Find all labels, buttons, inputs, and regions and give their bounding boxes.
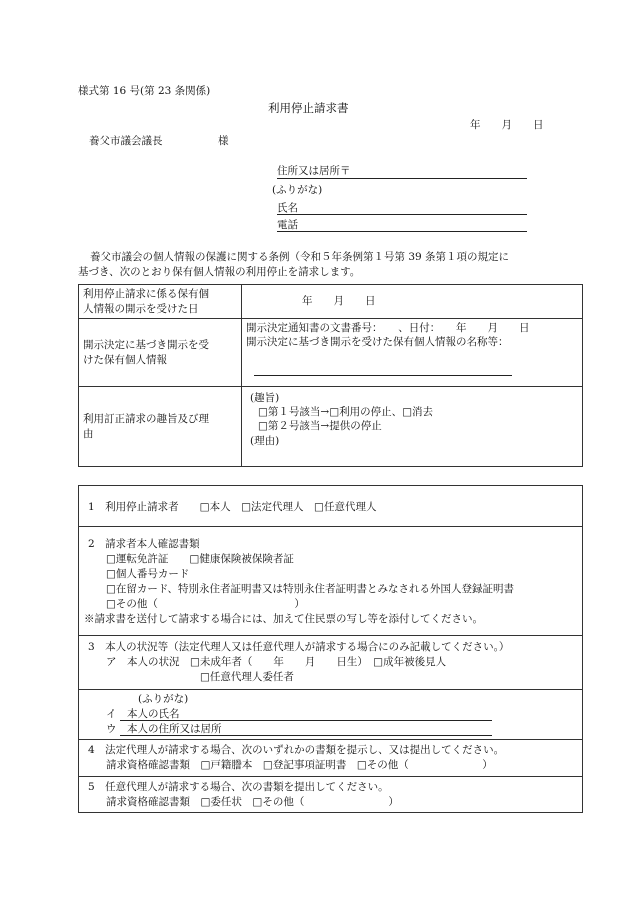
legal-rep-docs: 請求資格確認書類 □戸籍謄本 □登記事項証明書 □その他（ ） xyxy=(106,759,493,771)
table-cell-label xyxy=(79,285,242,319)
row2-label-line1: 開示決定に基づき開示を受 xyxy=(83,339,209,352)
applicant-furigana-label: (ふりがな) xyxy=(272,184,323,196)
applicant-phone-label: 電話 xyxy=(277,219,298,231)
disclosed-info-name-label: 開示決定に基づき開示を受けた保有個人情報の名称等： xyxy=(246,336,509,349)
section-5-heading: 5 任意代理人が請求する場合、次の書類を提出してください。 xyxy=(88,781,389,793)
intro-line-1: 養父市議会の個人情報の保護に関する条例（令和５年条例第１号第 39 条第１項の規定に xyxy=(90,251,510,263)
disclosure-date: 年 月 日 xyxy=(302,295,376,308)
section-4-heading: 4 法定代理人が請求する場合、次のいずれかの書類を提示し、又は提出してください。 xyxy=(88,744,505,756)
principal-name-underline xyxy=(120,720,492,721)
row3-label-line1: 利用訂正請求の趣旨及び理 xyxy=(83,413,209,426)
row3-label-line2: 由 xyxy=(83,427,94,440)
table-cell-value xyxy=(242,387,583,467)
mail-note: ※請求書を送付して請求する場合には、加えて住民票の写し等を添付してください。 xyxy=(84,613,483,625)
divider xyxy=(78,739,583,740)
reason-heading: (理由) xyxy=(250,434,280,447)
section-1-requester-type: 1 利用停止請求者 □本人 □法定代理人 □任意代理人 xyxy=(88,501,377,513)
document-title: 利用停止請求書 xyxy=(268,101,349,115)
voluntary-rep-docs: 請求資格確認書類 □委任状 □その他（ ） xyxy=(106,796,399,808)
address-underline xyxy=(277,178,527,179)
table-row xyxy=(79,319,583,387)
purpose-option-1: □第１号該当→□利用の停止、□消去 xyxy=(258,406,434,419)
divider xyxy=(78,635,583,636)
section-3-heading: 3 本人の状況等（法定代理人又は任意代理人が請求する場合にのみ記載してください。） xyxy=(88,641,510,653)
addressee: 養父市議会議長 xyxy=(89,135,163,147)
principal-furigana-label: (ふりがな) xyxy=(138,693,189,705)
table-cell-label xyxy=(79,319,242,387)
id-doc-options-4: □その他（ ） xyxy=(106,598,305,610)
date-field: 年 月 日 xyxy=(470,119,544,131)
row1-label-line2: 人情報の開示を受けた日 xyxy=(83,302,199,315)
table-row xyxy=(79,387,583,467)
id-doc-options-3: □在留カード、特別永住者証明書又は特別永住者証明書とみなされる外国人登録証明書 xyxy=(106,583,514,595)
row1-label-line1: 利用停止請求に係る保有個 xyxy=(83,288,209,301)
divider xyxy=(78,689,583,690)
table-row xyxy=(79,285,583,319)
principal-status-line2: □任意代理人委任者 xyxy=(200,671,294,683)
table-cell-label xyxy=(79,387,242,467)
principal-address-underline xyxy=(120,735,492,736)
disclosed-info-underline xyxy=(254,375,512,376)
addressee-suffix: 様 xyxy=(218,135,229,147)
purpose-heading: (趣旨) xyxy=(250,392,280,404)
intro-line-2: 基づき、次のとおり保有個人情報の利用停止を請求します。 xyxy=(78,266,361,278)
applicant-name-label: 氏名 xyxy=(277,202,298,214)
name-underline xyxy=(277,214,527,215)
principal-address-label: ウ 本人の住所又は居所 xyxy=(106,723,222,735)
principal-name-label: イ 本人の氏名 xyxy=(106,708,180,720)
divider xyxy=(78,526,583,527)
table-cell-value xyxy=(242,319,583,387)
request-details-table xyxy=(78,284,583,467)
phone-underline xyxy=(277,231,527,232)
section-2-heading: 2 請求者本人確認書類 xyxy=(88,538,200,550)
form-number: 様式第 16 号(第 23 条関係) xyxy=(78,85,211,97)
table-cell-value xyxy=(242,285,583,319)
notice-document-number: 開示決定通知書の文書番号： 、日付： 年 月 日 xyxy=(246,322,530,334)
principal-status-line1: ア 本人の状況 □未成年者（ 年 月 日生） □成年被後見人 xyxy=(106,656,447,668)
purpose-option-2: □第２号該当→提供の停止 xyxy=(258,420,382,433)
id-doc-options-2: □個人番号カード xyxy=(106,568,190,580)
id-doc-options-1: □運転免許証 □健康保険被保険者証 xyxy=(106,553,294,565)
applicant-address-label: 住所又は居所〒 xyxy=(277,165,351,177)
divider xyxy=(78,776,583,777)
row2-label-line2: けた保有個人情報 xyxy=(83,353,167,366)
